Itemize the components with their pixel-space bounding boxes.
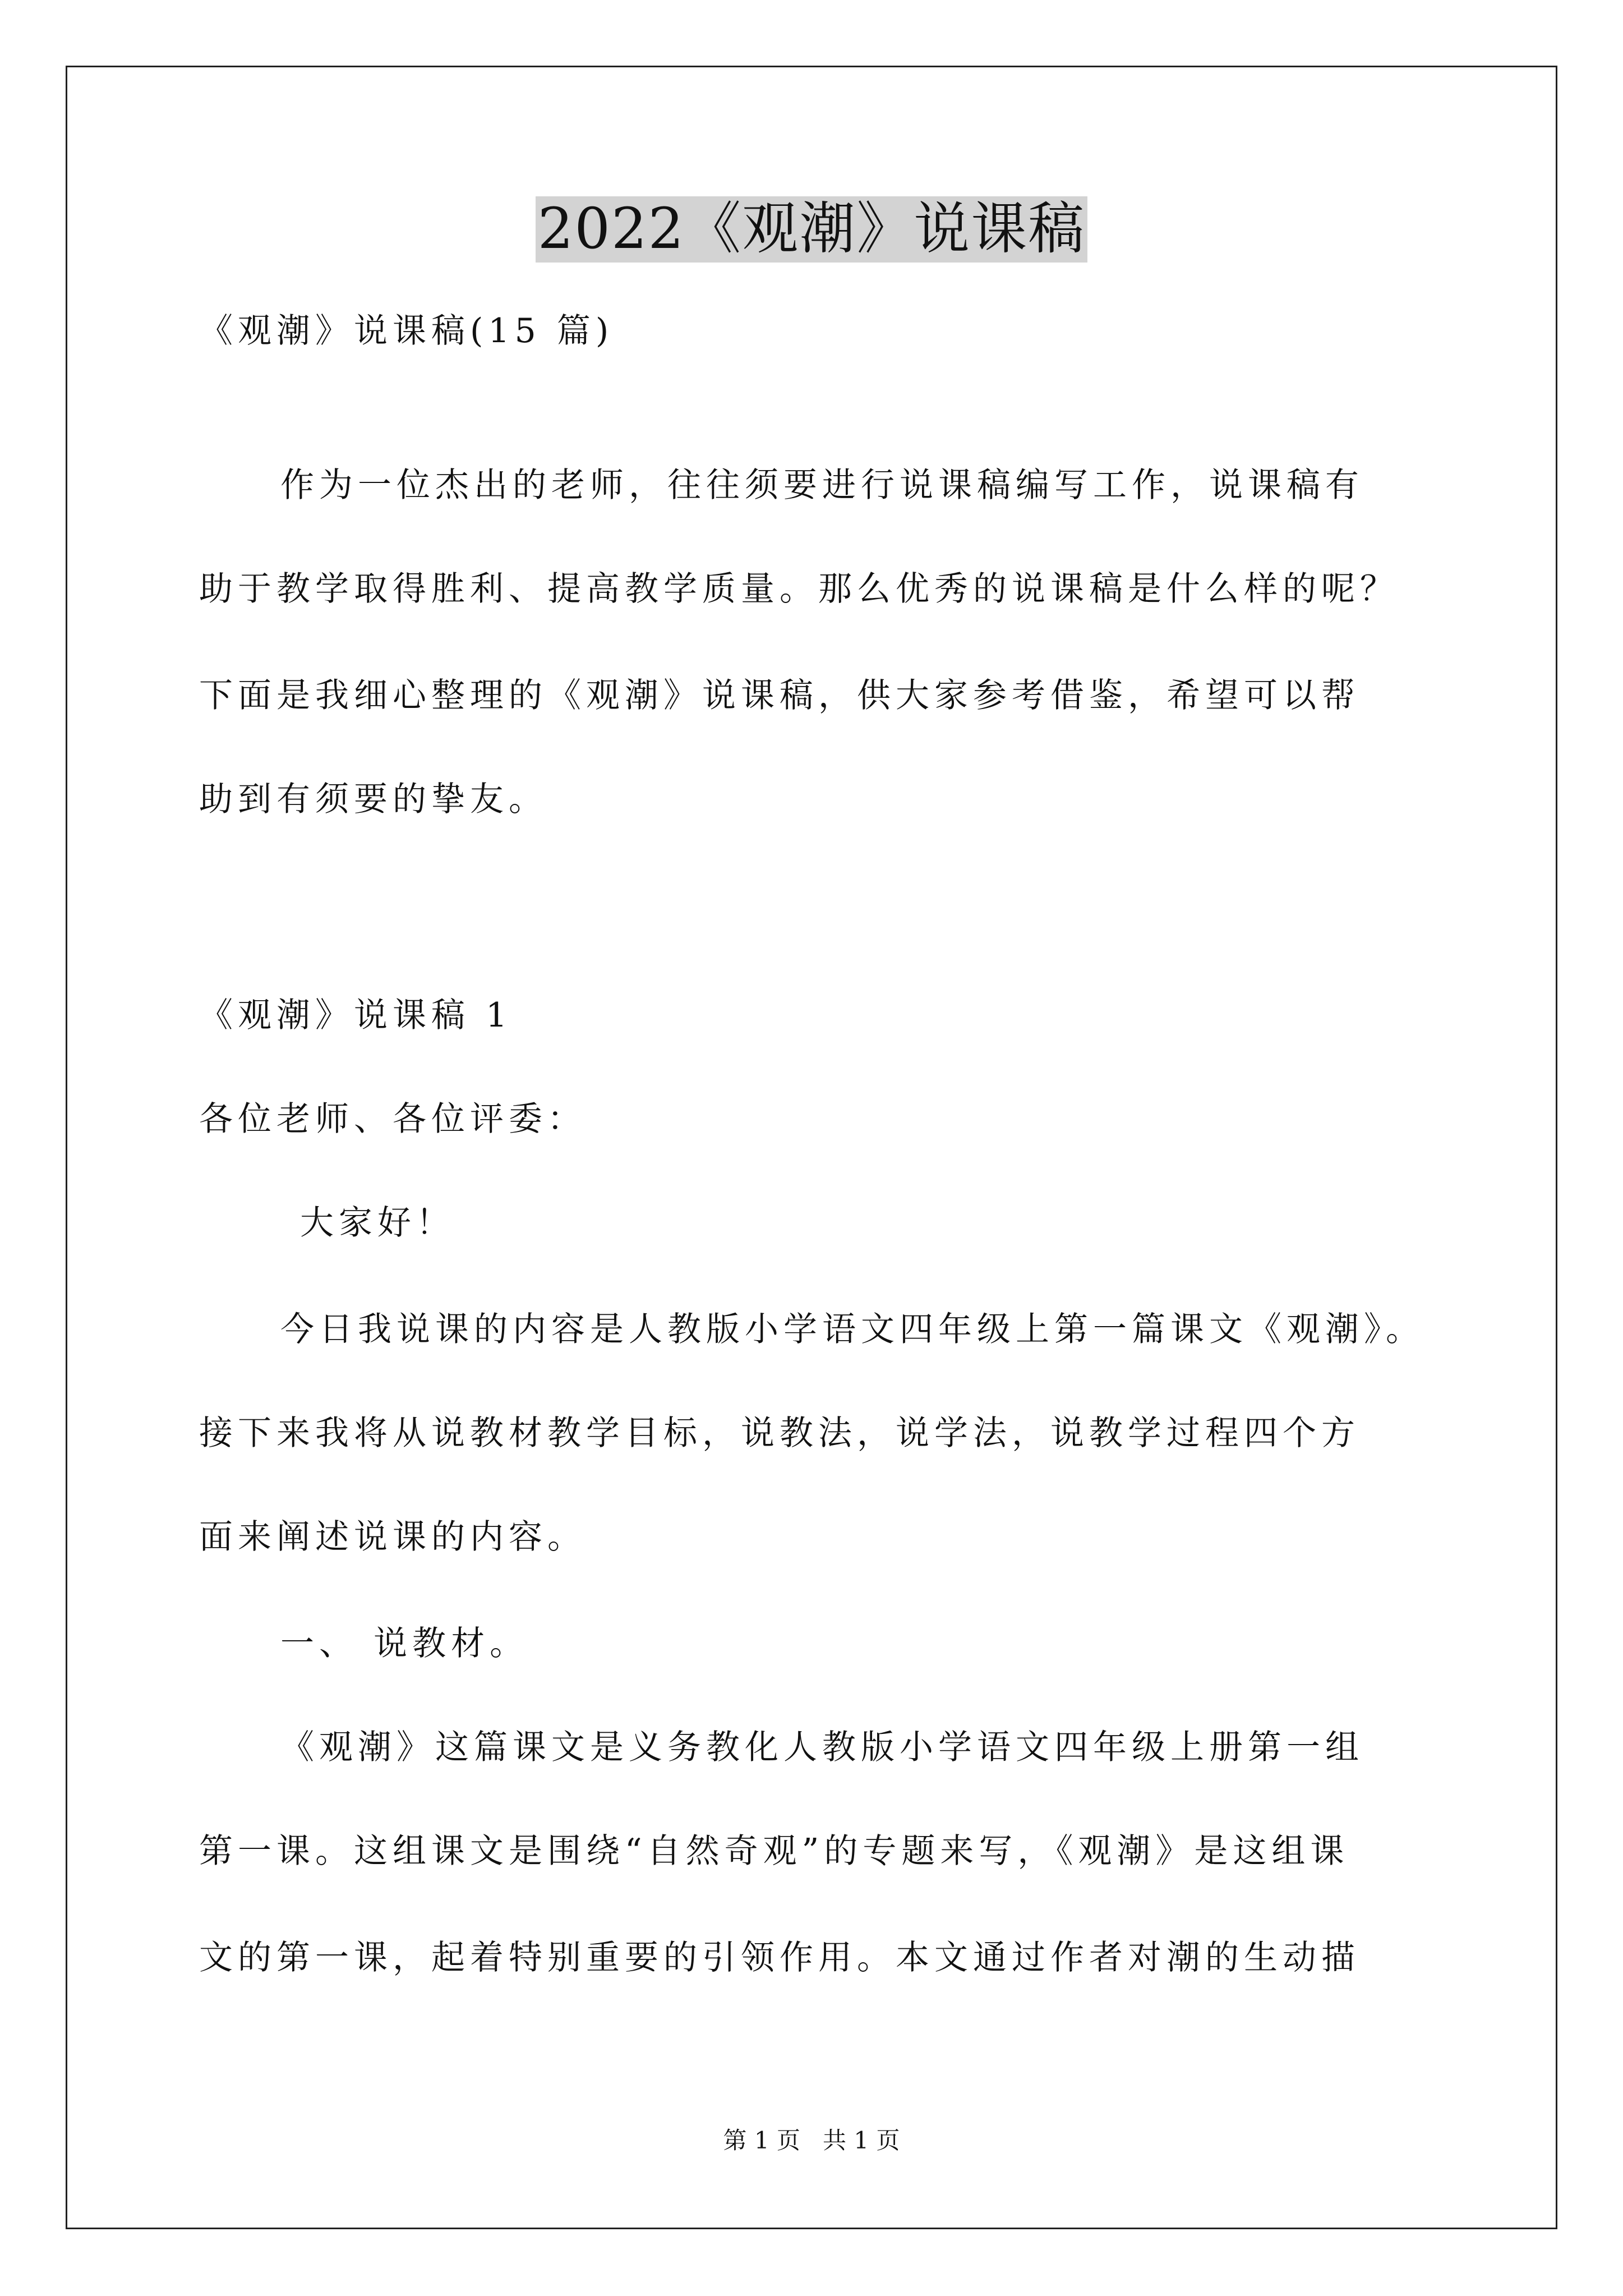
para1-line-1: 今日我说课的内容是人教版小学语文四年级上第一篇课文《观潮》。 [280,1310,1424,1349]
para2-line-1: 《观潮》这篇课文是义务教化人教版小学语文四年级上册第一组 [280,1728,1364,1767]
intro-line-1: 作为一位杰出的老师，往往须要进行说课稿编写工作，说课稿有 [280,466,1364,505]
para2-line-3: 文的第一课，起着特别重要的引领作用。本文通过作者对潮的生动描 [199,1938,1360,1977]
document-title [0,196,1623,263]
section-heading: 《观潮》说课稿 1 [199,996,513,1035]
title-text: 2022《观潮》说课稿 [536,196,1088,263]
salutation: 各位老师、各位评委： [199,1099,586,1139]
subtitle: 《观潮》说课稿(15 篇) [199,311,614,351]
item-heading-1: 一、 说教材。 [280,1624,529,1663]
intro-line-3: 下面是我细心整理的《观潮》说课稿，供大家参考借鉴，希望可以帮 [199,676,1360,715]
greeting: 大家好！ [300,1203,455,1243]
intro-line-2: 助于教学取得胜利、提高教学质量。那么优秀的说课稿是什么样的呢？ [199,569,1399,609]
para2-line-2: 第一课。这组课文是围绕“自然奇观”的专题来写，《观潮》是这组课 [199,1832,1349,1871]
page-footer: 第 1 页 共 1 页 [723,2127,900,2154]
para1-line-3: 面来阐述说课的内容。 [199,1517,586,1557]
page-border [66,66,1557,2229]
intro-line-4: 助到有须要的挚友。 [199,780,547,819]
para1-line-2: 接下来我将从说教材教学目标，说教法，说学法，说教学过程四个方 [199,1414,1360,1453]
